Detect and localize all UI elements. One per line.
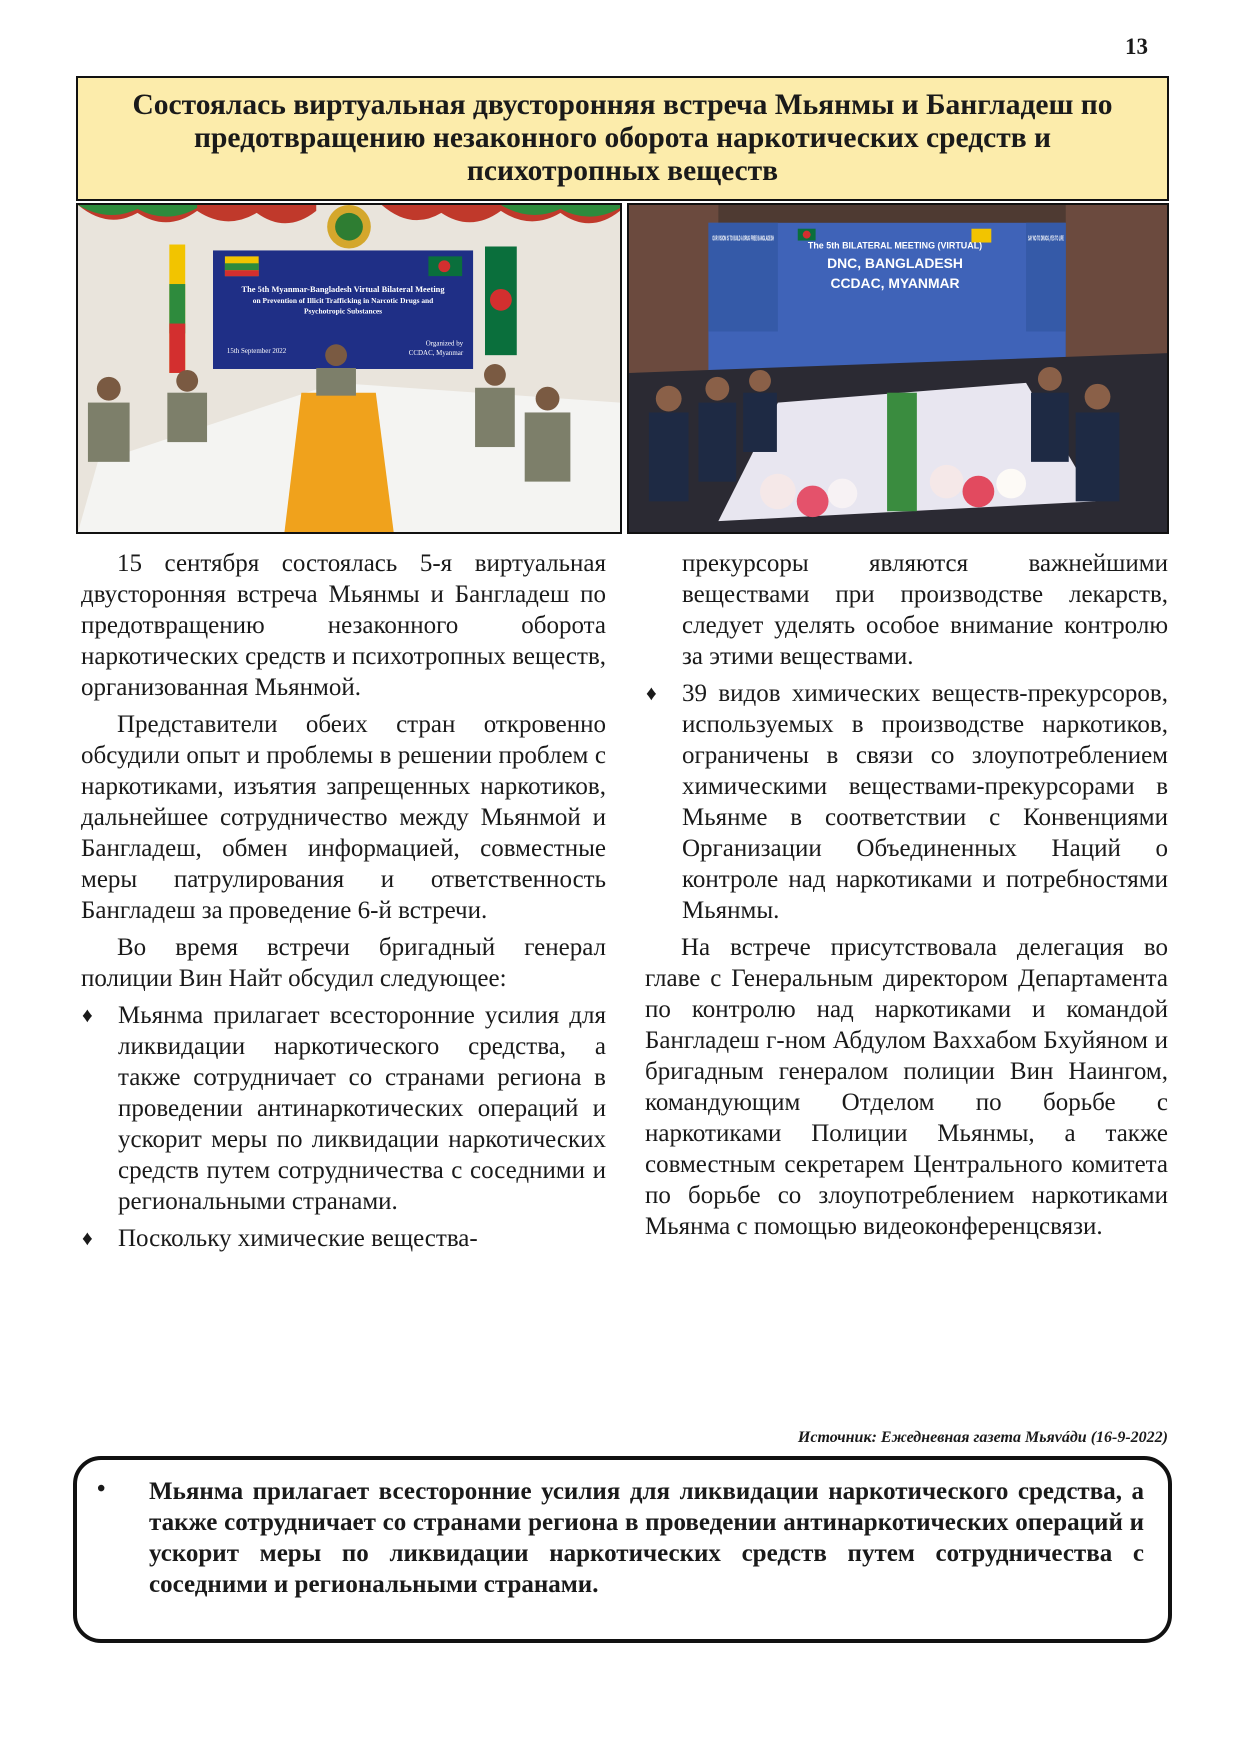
side-text: SAY NO TO DRUGS, YES TO LIFE: [1028, 235, 1064, 243]
article-paragraph: Представители обеих стран откровенно обсудили опыт и проблемы в решении проблем с наркотиками, изъятия запрещенных наркотиков, дальнейшее сотрудничество между Мьянмой и Бангладеш, обмен информацией, совместные меры патрулирования и ответственность Бангладеш за проведение 6-й встречи.: [81, 711, 606, 924]
headline: Состоялась виртуальная двусторонняя встреча Мьянмы и Бангладеш по предотвращению незаконного оборота наркотических средств и психотропных веществ: [76, 76, 1169, 201]
list-item-text: Поскольку химические вещества-: [118, 1225, 478, 1252]
page-number: 13: [1125, 34, 1148, 59]
list-item-text: Мьянма прилагает всесторонние усилия для ликвидации наркотического средства, а также сотрудничает со странами региона в проведении антинаркотических операций и ускорит меры по ликвидации наркотических средств путем сотрудничества с соседними и региональными странами.: [118, 1002, 606, 1215]
right-banner-line1: The 5th BILATERAL MEETING (VIRTUAL): [807, 240, 983, 251]
summary-text: Мьянма прилагает всесторонние усилия для ликвидации наркотического средства, а также сотрудничает со странами региона в проведении антинаркотических операций и ускорит меры по ликвидации наркотических средств путем сотрудничества с соседними и региональными странами.: [149, 1478, 1144, 1598]
photo-myanmar-meeting-illustration: [78, 205, 620, 532]
article-column-right: [645, 548, 1168, 1248]
right-banner-line2: DNC, BANGLADESH: [827, 255, 963, 272]
banner-org1: Organized by: [425, 340, 464, 348]
banner-line3: Psychotropic Substances: [304, 306, 383, 316]
diamond-bullet-icon: ♦: [82, 1226, 93, 1250]
article-paragraph: Во время встречи бригадный генерал полиции Вин Найт обсудил следующее:: [81, 934, 606, 992]
article-paragraph: На встрече присутствовала делегация во главе с Генеральным директором Департамента по контролю над наркотиками и командой Бангладеш г-ном Абдулом Ваххабом Бхуйяном и бригадным генералом полиции Вин Наингом, командующим Отделом по борьбе с наркотиками Полиции Мьянмы, а также совместным секретарем Центрального комитета по борьбе со злоупотреблением наркотиками Мьянма с помощью видеоконференцсвязи.: [645, 934, 1168, 1240]
source-citation: Источник: Ежедневная газета Мьяváди (16-9-2022): [797, 1429, 1168, 1446]
list-item-text: 39 видов химических веществ-прекурсоров, используемых в производстве наркотиков, ограничены в связи со злоупотреблением химическими веществами-прекурсорами в Мьянме в соответствии с Конвенциями Организации Объединенных Наций о контроле над наркотиками и потребностями Мьянмы.: [682, 680, 1168, 924]
banner-org2: CCDAC, Myanmar: [408, 350, 464, 358]
list-item: [645, 678, 1168, 926]
summary-bullet-icon: •: [97, 1476, 106, 1502]
list-item: [81, 1000, 606, 1217]
banner-date: 15th September 2022: [226, 348, 287, 356]
list-item-text: прекурсоры являются важнейшими веществами при производстве лекарств, следует уделять особое внимание контролю за этими веществами.: [682, 550, 1168, 670]
banner-line1: The 5th Myanmar-Bangladesh Virtual Bilateral Meeting: [241, 284, 445, 294]
diamond-bullet-icon: ♦: [82, 1003, 93, 1027]
photo-bangladesh-meeting-illustration: [629, 205, 1167, 532]
banner-line2: on Prevention of Illicit Trafficking in Narcotic Drugs and: [252, 295, 434, 305]
list-item-continued: [645, 548, 1168, 672]
list-item: [81, 1223, 606, 1254]
article-paragraph: 15 сентября состоялась 5-я виртуальная двусторонняя встреча Мьянмы и Бангладеш по предотвращению незаконного оборота наркотических средств и психотропных веществ, организованная Мьянмой.: [81, 550, 606, 701]
photo-myanmar-meeting: [76, 203, 622, 534]
right-banner-line3: CCDAC, MYANMAR: [830, 275, 960, 291]
diamond-bullet-icon: ♦: [646, 681, 657, 705]
summary-box: [73, 1456, 1172, 1643]
article-column-left: [81, 548, 606, 1260]
bullet-list: [645, 548, 1168, 926]
vision-text: OUR VISION IS TO BUILD A DRUG FREE BANGLADESH: [712, 235, 774, 243]
photo-bangladesh-meeting: [627, 203, 1169, 534]
bullet-list: [81, 1000, 606, 1254]
